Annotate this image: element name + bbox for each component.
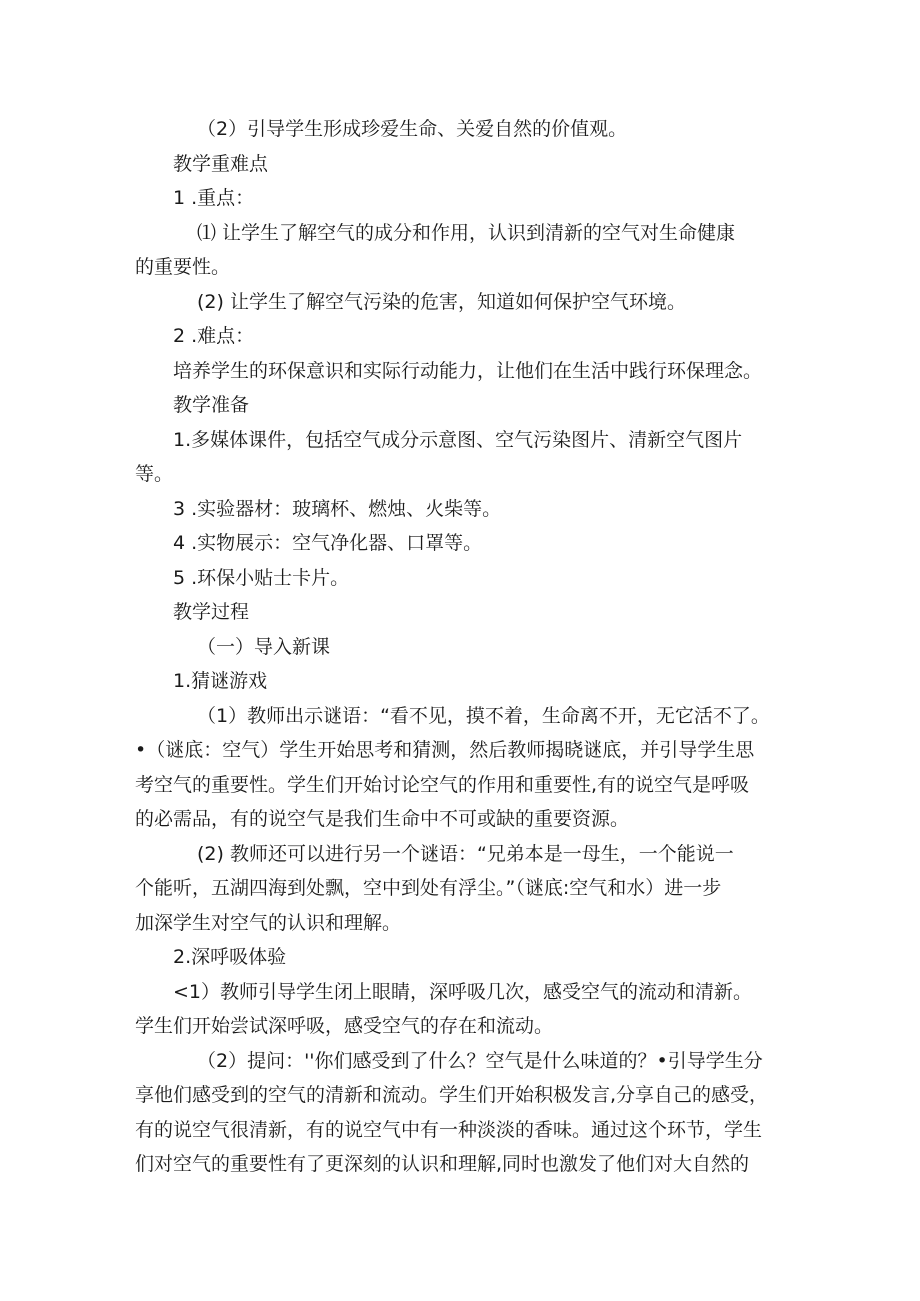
subsection-heading: （一）导入新课 xyxy=(197,635,331,658)
subsection-heading: 1.猜谜游戏 xyxy=(173,670,268,692)
text-line: ⑴ 让学生了解空气的成分和作用，认识到清新的空气对生命健康 xyxy=(197,221,736,244)
section-heading: 教学准备 xyxy=(173,394,250,416)
section-heading: 教学重难点 xyxy=(173,152,269,175)
text-line: 4 .实物展示：空气净化器、口罩等。 xyxy=(173,532,483,554)
text-line: (2) 让学生了解空气污染的危害，知道如何保护空气环境。 xyxy=(197,290,686,313)
document-body xyxy=(135,112,795,1182)
text-line: 1.多媒体课件，包括空气成分示意图、空气污染图片、清新空气图片 xyxy=(173,428,743,451)
text-line: 享他们感受到的空气的清新和流动。学生们开始积极发言,分享自己的感受， xyxy=(135,1084,769,1106)
subsection-heading: 2.深呼吸体验 xyxy=(173,946,287,968)
section-heading: 教学过程 xyxy=(173,601,250,623)
text-line: 3 .实验器材：玻璃杯、燃烛、火柴等。 xyxy=(173,497,502,520)
text-line: <1）教师引导学生闭上眼睛，深呼吸几次，感受空气的流动和清新。 xyxy=(173,980,753,1003)
text-line: 5 .环保小贴士卡片。 xyxy=(173,566,350,589)
text-line: 培养学生的环保意识和实际行动能力，让他们在生活中践行环保理念。 xyxy=(173,359,763,382)
text-line: 们对空气的重要性有了更深刻的认识和理解,同时也激发了他们对大自然的 xyxy=(135,1153,750,1175)
text-line: （1）教师出示谜语：“看不见，摸不着，生命离不开，无它活不了。 xyxy=(197,704,770,727)
text-line: 加深学生对空气的认识和理解。 xyxy=(135,911,402,934)
text-line: 个能听，五湖四海到处飘，空中到处有浮尘。”（谜底:空气和水）进一步 xyxy=(135,877,722,899)
text-line: •（谜底：空气）学生开始思考和猜测，然后教师揭晓谜底，并引导学生思 xyxy=(135,739,755,761)
text-line: 的重要性。 xyxy=(135,256,231,278)
text-line: 考空气的重要性。学生们开始讨论空气的作用和重要性,有的说空气是呼吸 xyxy=(135,773,750,796)
text-line: 有的说空气很清新，有的说空气中有一种淡淡的香味。通过这个环节，学生 xyxy=(135,1118,763,1141)
subsection-heading: 2 .难点： xyxy=(173,325,255,347)
text-line: 学生们开始尝试深呼吸，感受空气的存在和流动。 xyxy=(135,1015,554,1037)
text-line: （2）引导学生形成珍爱生命、关爱自然的价值观。 xyxy=(197,118,628,140)
text-line: (2) 教师还可以进行另一个谜语：“兄弟本是一母生，一个能说一 xyxy=(197,842,734,865)
text-line: （2）提问：''你们感受到了什么？空气是什么味道的？•引导学生分 xyxy=(197,1049,763,1072)
text-line: 等。 xyxy=(135,463,174,485)
text-line: 的必需品，有的说空气是我们生命中不可或缺的重要资源。 xyxy=(135,808,630,830)
subsection-heading: 1 .重点： xyxy=(173,187,255,209)
